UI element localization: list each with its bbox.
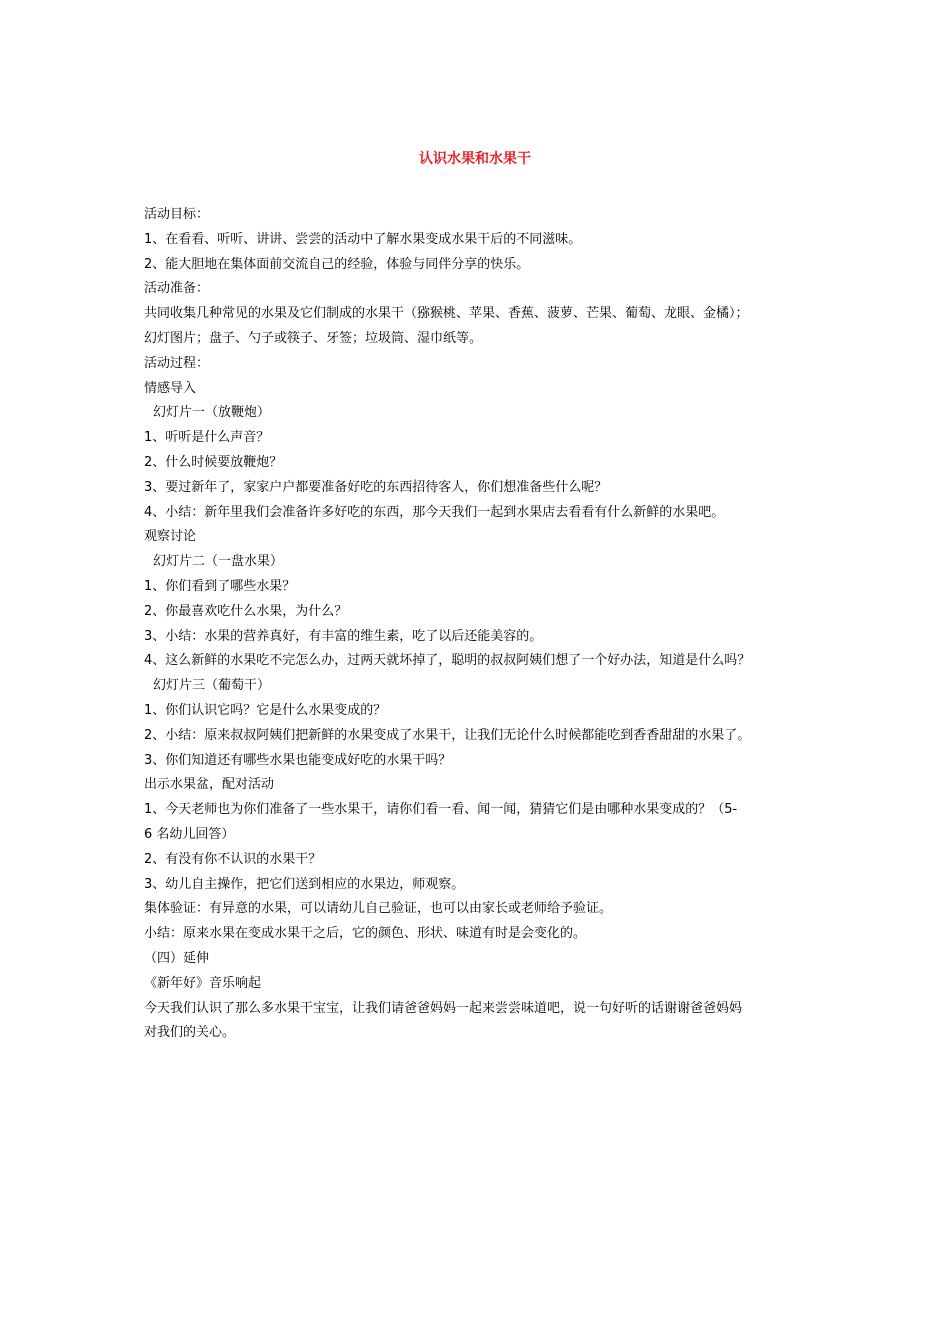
document-body: [144, 203, 814, 1046]
document-line: 出示水果盆，配对活动: [144, 777, 275, 793]
document-line: 4、小结：新年里我们会准备许多好吃的东西，那今天我们一起到水果店去看看有什么新鲜的水果吧。: [144, 504, 725, 520]
document-line: 活动目标：: [144, 207, 210, 222]
document-line: （四）延伸: [144, 950, 210, 966]
document-line: 6 名幼儿回答）: [144, 826, 235, 842]
document-line: 活动过程：: [144, 355, 210, 371]
document-line: 小结：原来水果在变成水果干之后，它的颜色、形状、味道有时是会变化的。: [144, 926, 587, 942]
document-line: 幻灯片三（葡萄干）: [153, 678, 271, 694]
document-line: 幻灯图片；盘子、勺子或筷子、牙签；垃圾筒、湿巾纸等。: [144, 330, 483, 346]
document-line: 3、小结：水果的营养真好，有丰富的维生素，吃了以后还能美容的。: [144, 628, 543, 644]
document-line: 对我们的关心。: [144, 1025, 236, 1041]
document-line: 情感导入: [144, 380, 197, 396]
document-line: 集体验证：有异意的水果，可以请幼儿自己验证，也可以由家长或老师给予验证。: [144, 901, 613, 917]
document-line: 1、听听是什么声音？: [144, 430, 270, 446]
document-line: 《新年好》音乐响起: [144, 975, 262, 991]
document-line: 今天我们认识了那么多水果干宝宝，让我们请爸爸妈妈一起来尝尝味道吧，说一句好听的话谢谢爸爸妈妈: [144, 1000, 743, 1016]
document-line: 3、你们知道还有哪些水果也能变成好吃的水果干吗？: [144, 752, 452, 768]
document-line: 幻灯片二（一盘水果）: [153, 554, 284, 570]
document-line: 2、小结：原来叔叔阿姨们把新鲜的水果变成了水果干，让我们无论什么时候都能吃到香香甜甜的水果了。: [144, 727, 751, 743]
document-line: 4、这么新鲜的水果吃不完怎么办，过两天就坏掉了，聪明的叔叔阿姨们想了一个好办法，知道是什么吗？: [144, 653, 751, 669]
document-line: 幻灯片一（放鞭炮）: [153, 405, 271, 421]
document-line: 1、在看看、听听、讲讲、尝尝的活动中了解水果变成水果干后的不同滋味。: [144, 231, 582, 247]
document-line: 2、你最喜欢吃什么水果，为什么？: [144, 603, 348, 619]
document-line: 1、今天老师也为你们准备了一些水果干，请你们看一看、闻一闻，猜猜它们是由哪种水果变成的？（5-: [144, 802, 738, 818]
document-line: 2、什么时候要放鞭炮？: [144, 454, 283, 470]
document-line: 2、有没有你不认识的水果干？: [144, 851, 322, 867]
document-line: 3、要过新年了，家家户户都要准备好吃的东西招待客人，你们想准备些什么呢？: [144, 479, 608, 495]
document-line: 观察讨论: [144, 529, 197, 545]
document-line: 3、幼儿自主操作，把它们送到相应的水果边，师观察。: [144, 876, 465, 892]
document-line: 1、你们认识它吗？它是什么水果变成的？: [144, 702, 387, 718]
document-title: 认识水果和水果干: [419, 151, 531, 167]
document-line: 1、你们看到了哪些水果？: [144, 578, 296, 594]
document-line: 2、能大胆地在集体面前交流自己的经验，体验与同伴分享的快乐。: [144, 256, 530, 272]
document-line: 共同收集几种常见的水果及它们制成的水果干（猕猴桃、苹果、香蕉、菠萝、芒果、葡萄、龙眼、金橘）；: [144, 306, 749, 322]
document-line: 活动准备：: [144, 281, 210, 297]
